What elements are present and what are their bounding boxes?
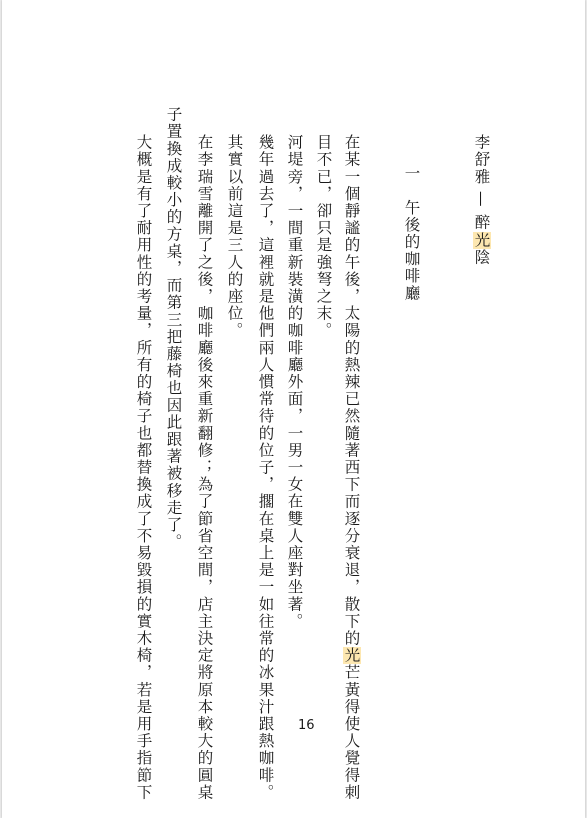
highlighted-text: 光 (472, 231, 491, 249)
paragraph-line: 河堤旁，一間重新裝潢的咖啡廳外面，一男一女在雙人座對坐著。 (285, 134, 304, 630)
book-header (473, 134, 489, 266)
header-dash: — (472, 191, 491, 209)
page-number: 16 (298, 718, 315, 733)
document-page (2, 0, 585, 818)
book-title-part: 醉 (472, 214, 491, 232)
paragraph-line: 在李瑞雪離開了之後，咖啡廳後來重新翻修；為了節省空間，店主決定將原本較大的圓桌 (195, 134, 214, 801)
book-title-part: 陰 (472, 248, 491, 266)
paragraph-line: 目不已，卻只是強弩之末。 (314, 134, 333, 340)
paragraph-line: 幾年過去了，這裡就是他們兩人慣常待的位子，擱在桌上是一如往常的冰果汁跟熱咖啡。 (256, 134, 275, 801)
author-name: 李舒雅 (472, 134, 491, 186)
paragraph-line: 子置換成較小的方桌，而第三把藤椅也因此跟著被移走了。 (164, 106, 183, 551)
paragraph-line: 其實以前這是三人的座位。 (225, 134, 244, 340)
chapter-title: 一 午後的咖啡廳 (402, 165, 421, 302)
highlighted-text: 光 (342, 647, 361, 665)
paragraph-line: 在某一個靜謐的午後，太陽的熱辣已然隨著西下而逐分衰退，散下的光芒黃得使人覺得刺 (342, 134, 361, 801)
paragraph-line: 大概是有了耐用性的考量，所有的椅子也都替換成了不易毀損的實木椅，若是用手指節下 (134, 134, 153, 801)
